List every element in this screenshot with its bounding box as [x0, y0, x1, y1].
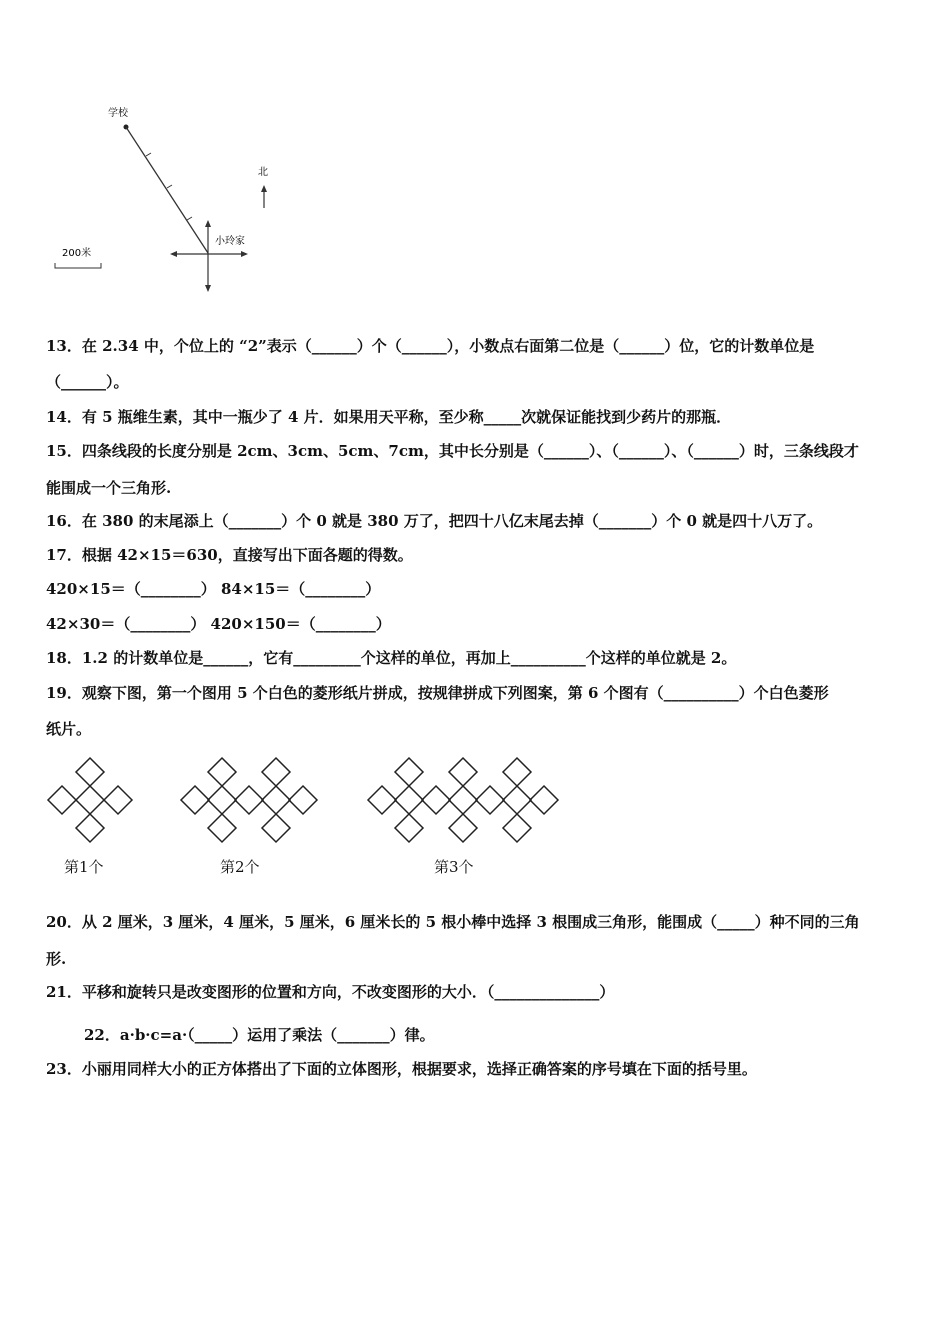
scale-bar — [55, 263, 101, 268]
question-13-line-2: （______）。 — [46, 373, 129, 391]
question-22: 22．a·b·c=a·（_____）运用了乘法（_______）律。 — [84, 1026, 435, 1044]
question-13-line-1: 13．在 2.34 中，个位上的 “2”表示（______）个（______），小数点右面第二位是（______）位，它的计数单位是 — [46, 337, 815, 355]
arrow-up-icon — [205, 220, 211, 227]
home-label: 小玲家 — [215, 236, 245, 247]
question-19-line-2: 纸片。 — [46, 720, 92, 738]
rhombus — [76, 786, 104, 814]
rhombus — [449, 814, 477, 842]
question-20-line-2: 形. — [46, 950, 67, 968]
route-line — [126, 127, 208, 253]
scale-label: 200米 — [62, 248, 92, 259]
route-tick-3 — [187, 217, 192, 220]
rhombus — [262, 758, 290, 786]
rhombus — [449, 786, 477, 814]
pattern-3 — [368, 758, 558, 842]
question-14: 14．有 5 瓶维生素，其中一瓶少了 4 片．如果用天平称，至少称_____次就保证能找到少药片的那瓶． — [46, 408, 732, 426]
pattern-1 — [48, 758, 132, 842]
rhombus — [208, 786, 236, 814]
rhombus — [76, 758, 104, 786]
rhombus — [395, 758, 423, 786]
question-17: 17．根据 42×15＝630，直接写出下面各题的得数。 — [46, 546, 413, 564]
direction-map-figure — [40, 100, 300, 300]
rhombus — [395, 786, 423, 814]
arrow-left-icon — [170, 251, 177, 257]
question-21: 21．平移和旋转只是改变图形的位置和方向，不改变图形的大小．（______________） — [46, 983, 615, 1001]
question-15-line-2: 能围成一个三角形. — [46, 479, 172, 497]
route-tick-1 — [146, 153, 151, 156]
pattern-1-label: 第1个 — [64, 858, 104, 876]
question-15-line-1: 15．四条线段的长度分别是 2cm、3cm、5cm、7cm，其中长分别是（______）、（______）、（______）时，三条线段才 — [46, 442, 859, 460]
question-17-row-2: 42×30＝（________） 420×150＝（________） — [46, 615, 391, 633]
rhombus — [262, 814, 290, 842]
rhombus — [503, 758, 531, 786]
question-17-row-1: 420×15＝（________） 84×15＝（________） — [46, 580, 381, 598]
rhombus — [368, 786, 396, 814]
rhombus — [422, 786, 450, 814]
rhombus — [235, 786, 263, 814]
question-18: 18．1.2 的计数单位是______，它有_________个这样的单位，再加上__________个这样的单位就是 2。 — [46, 649, 737, 667]
question-19-line-1: 19．观察下图，第一个图用 5 个白色的菱形纸片拼成，按规律拼成下列图案，第 6 个图有（__________）个白色菱形 — [46, 684, 829, 702]
pattern-2-label: 第2个 — [220, 858, 260, 876]
question-16: 16．在 380 的末尾添上（_______）个 0 就是 380 万了，把四十八亿末尾去掉（_______）个 0 就是四十八万了。 — [46, 512, 823, 530]
rhombus — [104, 786, 132, 814]
rhombus — [48, 786, 76, 814]
question-23: 23．小丽用同样大小的正方体搭出了下面的立体图形，根据要求，选择正确答案的序号填在下面的括号里。 — [46, 1060, 757, 1078]
rhombus — [76, 814, 104, 842]
rhombus — [449, 758, 477, 786]
rhombus — [530, 786, 558, 814]
rhombus — [395, 814, 423, 842]
school-label: 学校 — [108, 108, 128, 119]
rhombus — [208, 758, 236, 786]
rhombus-patterns-figure — [40, 750, 580, 850]
rhombus — [503, 786, 531, 814]
route-tick-2 — [167, 185, 172, 188]
north-label: 北 — [258, 167, 268, 178]
rhombus — [476, 786, 504, 814]
arrow-right-icon — [241, 251, 248, 257]
north-arrow-icon — [261, 185, 267, 192]
rhombus — [503, 814, 531, 842]
arrow-down-icon — [205, 285, 211, 292]
rhombus — [208, 814, 236, 842]
rhombus — [262, 786, 290, 814]
pattern-2 — [181, 758, 317, 842]
pattern-3-label: 第3个 — [434, 858, 474, 876]
question-20-line-1: 20．从 2 厘米，3 厘米，4 厘米，5 厘米，6 厘米长的 5 根小棒中选择 3 根围成三角形，能围成（_____）种不同的三角 — [46, 913, 860, 931]
rhombus — [289, 786, 317, 814]
rhombus — [181, 786, 209, 814]
